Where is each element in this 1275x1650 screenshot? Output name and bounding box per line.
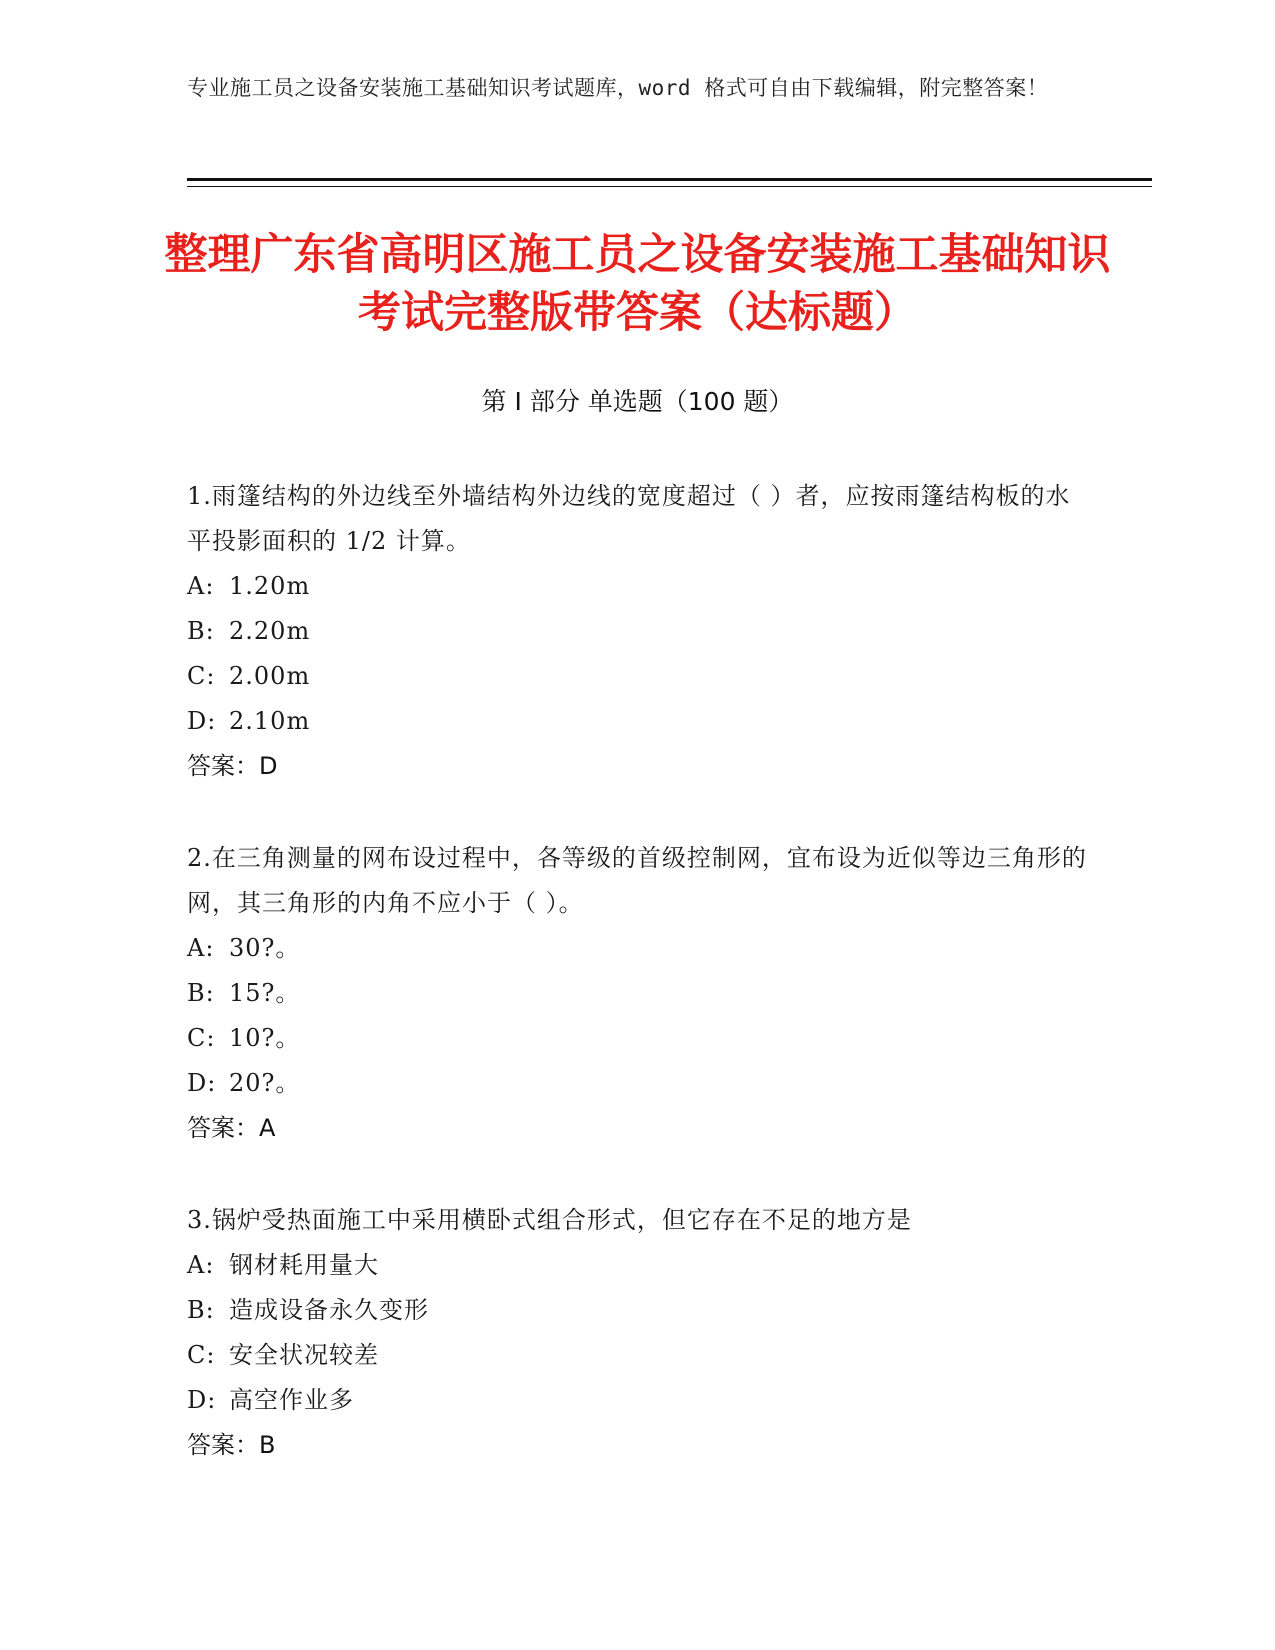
option-letter: A: [187,934,215,962]
question-text: 2.在三角测量的网布设过程中，各等级的首级控制网，宜布设为近似等边三角形的网，其三角形的内角不应小于（ ）。 [187,844,1087,917]
option-d [187,1061,1087,1106]
option-letter: C: [187,1341,216,1369]
option-letter: D: [187,1069,217,1097]
option-a [187,926,1087,971]
option-letter: A: [187,1251,215,1279]
header-note: 专业施工员之设备安装施工基础知识考试题库，word 格式可自由下载编辑，附完整答案！ [187,76,1049,100]
option-text: 钢材耗用量大 [229,1251,379,1279]
option-text: 造成设备永久变形 [229,1296,429,1324]
option-b [187,1288,1087,1333]
header-divider-thick [187,178,1152,181]
question-text: 1.雨篷结构的外边线至外墙结构外边线的宽度超过（ ）者，应按雨篷结构板的水平投影面积的 1/2 计算。 [187,482,1071,555]
option-letter: C: [187,662,216,690]
document-title: 整理广东省高明区施工员之设备安装施工基础知识考试完整版带答案（达标题） [164,230,1111,338]
answer-line: 答案：A [187,1114,276,1142]
option-text: 2.00m [229,662,311,690]
option-letter: B: [187,979,215,1007]
question-1 [187,474,1087,789]
option-c [187,654,1087,699]
option-letter: C: [187,1024,216,1052]
option-d [187,1378,1087,1423]
option-letter: A: [187,572,215,600]
option-letter: B: [187,617,215,645]
option-text: 1.20m [229,572,311,600]
section-heading: 第 I 部分 单选题（100 题） [481,387,794,416]
option-text: 20?。 [229,1069,301,1097]
option-a [187,1243,1087,1288]
option-letter: B: [187,1296,215,1324]
option-letter: D: [187,707,217,735]
question-3 [187,1198,1087,1468]
option-text: 30?。 [229,934,301,962]
header-divider-thin [187,186,1152,187]
option-d [187,699,1087,744]
question-2 [187,836,1087,1151]
option-b [187,971,1087,1016]
option-b [187,609,1087,654]
option-text: 2.10m [229,707,311,735]
option-letter: D: [187,1386,217,1414]
option-c [187,1333,1087,1378]
option-text: 安全状况较差 [229,1341,379,1369]
option-text: 高空作业多 [229,1386,354,1414]
answer-line: 答案：B [187,1431,276,1459]
option-c [187,1016,1087,1061]
option-text: 15?。 [229,979,301,1007]
option-text: 2.20m [229,617,311,645]
option-a [187,564,1087,609]
answer-line: 答案：D [187,752,278,780]
option-text: 10?。 [229,1024,301,1052]
question-text: 3.锅炉受热面施工中采用横卧式组合形式，但它存在不足的地方是 [187,1206,912,1234]
